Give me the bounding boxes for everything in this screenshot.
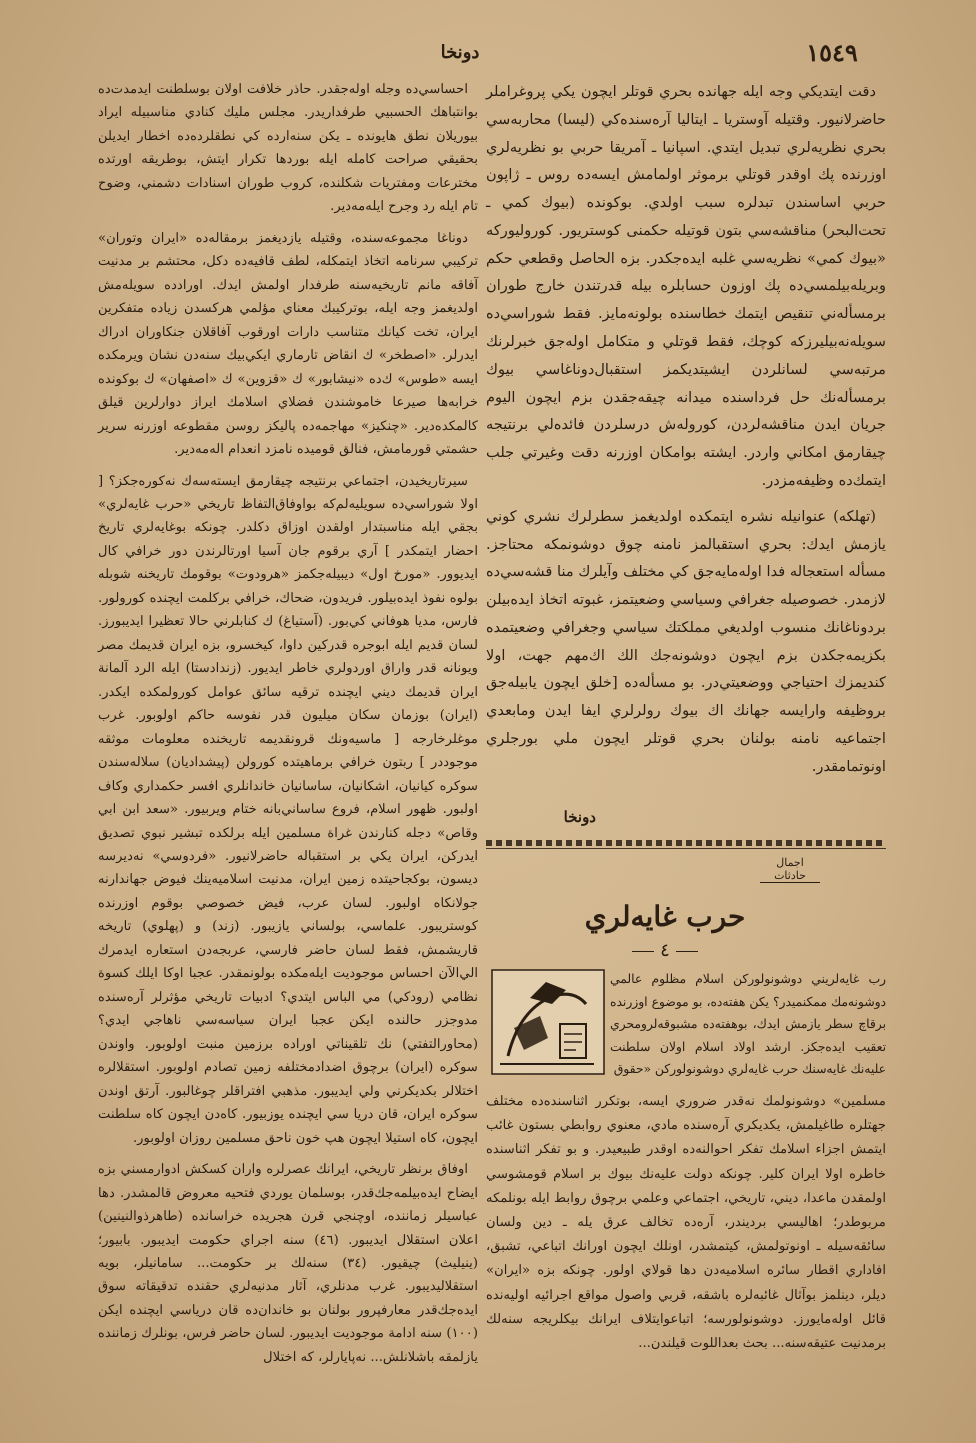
article-body <box>486 1090 886 1356</box>
left-column <box>98 78 478 1377</box>
section-label: اجمال حادثات <box>760 856 820 883</box>
running-header: دونخا <box>440 42 480 63</box>
right-paragraph-1: دقت ايتديكي وجه ايله جهانده بحري قوتلر ايچون يكي پروغراملر حاضرلانيور. وقتيله آوستريا ـ ايتاليا آره‌سنده‌كي (ليسا) محاربه‌سي بحري نظريه‌لري تبديل ايتدي. اسپانيا ـ آمريقا حربي بو نظريه‌لري اوزرنده پك اوقدر قوتلي برموثر اولمامش ايسه‌ده روس ـ ژاپون حربي اساسندن تبدلره سبب اولدي. بوكونده (بيوك كمي ـ تحت‌البحر) مناقشه‌سي بتون قوتيله حكمنى كوستريور. كوروليوركه «بيوك كمي» نظريه‌سي غلبه ايده‌جكدر. بزه الحاصل وقطعي حكم وبريله‌بيلمسي‌ده پك اوزون حسابلره بيله قدرتندن خارج طوران برمسأله‌ني تنقيص ايتمك خطاسنده بولونه‌مايز. فقط شوراسي‌ده سويله‌نه‌بيليرزكه كوچك، فقط قوتلي و متكامل اوله‌جق خبرلرنك مرتبه‌سي لسانلردن ايشيتديكمز استقبال‌دوناغاسي بيوك برمسأله‌نك حل فرداسنده ميدانه چيقه‌جقدن بزم ايچون اليوم جريان ايدن مناقشه‌لردن، كوروله‌ش درسلردن فائده‌لي برنتيجه چيقارمق امكاني واردر. ايشته بوامكان اوزرنه دقت وغيرتي جلب ايتمك‌ده وظيفه‌مزدر. <box>486 83 886 489</box>
article-lead-text: رب غايه‌لريني دوشونولوركن اسلام مظلوم عالمي دوشونه‌مك ممكنميدر؟ يكن هفته‌ده، بو موضوع اوزرنده برقاچ سطر يازمش ايدك، بوهفته‌ده مشبوقه‌لرومحري تعقيب ايده‌جكز. ارشد اولاد اسلام اولان سلطنت عليه‌نك غايه‌سنك حرب غايه‌لري دوشونولوركن «حقوق <box>610 972 886 1077</box>
right-column <box>486 78 886 789</box>
article-title: حرب غايه‌لري <box>584 900 746 933</box>
left-paragraph-2: دوناغا مجموعه‌سنده، وقتيله يازديغمز برمقاله‌ده «ايران وتوران» تركيبي سرنامه اتخاذ ايتمكله، لطف قافيه‌ده دكل، محتشم بر مدنيت آفاقه مانم تاريخيه‌سنه طرفدار اولمش ايدك. اورادده سويله‌مش اولديغمز وجه ايله، بوتركيبك معناي مؤلمي هركسدن زياده متفكرين ايران، تخت كيانك متناسب دارات اورقوب آفاقلان جنكاوران ادراك ايدرلر. «اصطخر» ك انقاض تارماري ايكي‌بيك سنه‌دن نشان ويرمكده ايسه «طوس» ك‌ده «نيشابور» ك «قزوين» ك «اصفهان» ك بوكونده خرابه‌ها صيرعا خاموشندن فضلاي اسلامك ايراز دوارلرين قيلق كالمكده‌دير. «چنكيز» مهاجمه‌ده پاليكز روسن مقطوعه اوزرنه سرير حشمتي قورمامش، فنالق قوميده نامزد انعدام اله‌مه‌دير. <box>98 230 478 458</box>
article-number <box>620 940 710 961</box>
right-paragraph-2: (تهلكه) عنوانيله نشره ايتمكده اولديغمز سطرلرك نشري كوني يازمش ايدك: بحري استقبالمز نامنه چوق دوشونمكه محتاجز. مسأله استعجاله فدا اوله‌مايه‌جق كي مختلف وآيلرك منا قشه‌سي‌ده لازمدر. خصوصيله جغرافي وسياسي وضعيتمز، غبوته اتخاذ ايده‌بيلن بردوناغانك منسوب اولديغي مملكتك سياسي وجغرافي وضعيتمده بكزيمه‌جكدن بزم ايچون دوشونه‌جك الك اك‌مهم جهت، اولا كنديمزك احتياجي ووضعيتي‌در. بو مسأله‌ده [خلق ايچون يابيله‌جق بروظيفه وارايسه جهانك اك بيوك رولرلري ايفا ايدن ومابعدي اجتماعيه نامنه بولنان بحري قوتلر ايچون ملي بورجلري اونوتمامقدر. <box>486 507 886 775</box>
section-divider <box>486 840 886 846</box>
article-lead <box>610 968 886 1081</box>
article-number-text: ٤ <box>660 940 670 961</box>
page-number: ١٥٤٩ <box>806 38 858 67</box>
left-paragraph-3: سيرتاريخيدن، اجتماعي برنتيجه چيقارمق ايسته‌سه‌ك نه‌كوره‌جكز؟ [ اولا شوراسي‌ده سويليه‌لم‌كه بواوفاق‌التفاظ تاريخي «حرب غايه‌لري» بجقي ايله مناسبتدار اولقدن اوزاق دكلدر. چونكه بوغايه‌لري تاريخ احضار ايتمكدر ] آري برقوم جان آسيا اورتالرندن دور خرافي كال ايديوور. «مورخ اول» ديبيله‌جكمز «هرودوت» بوقومك تاريخنه شوبله بولوه نفوذ ايده‌بيلور. فريدون، ضحاك، خرافي بركلمت ايچنده كورولور. فارس، مديا هوفاني كي‌بور. (آستياغ) ك كنابلرني حالا تعظيرا ايديبورز. لسان قديم ايله ابوجره قدركين داوا، كيخسرو، بزه ايران قديمك مصر ويونانه قدر واراق اوردولري خاطر ايديور. (زندادستا) ايله الرد آلمانة ايران قديمك ديني ايچنده ترقيه سائق عوامل كورولمكده ايكدر. (ايران) بوزمان سكان ميليون قدر نفوسه حاكم اولوبور. غرب موغلرخارجه [ ماسيه‌ونك قرونقديمه تاريخنده معلومات موثقه موجوددر ] ربتون خرافي برماهيتده كورولن (پيشداديان) سلاله‌سندن سوكره كيانيان، اشكانيان، ساسانيان خاندانلري افسر حكمداري وكاف اولبور. ظهور اسلام، فروع ساساني‌بانه ختام ويربيور. «سعد ابن ابي وقاص» دجله كنارندن غراة مسلمين ايله برلكده تبشير نبوي تصديق ايدركن، ايران يكي بر استقباله حاضرلانيور. «فردوسي» نه‌ديرسه ديسون، بوكجاحيتده زمين ايران، مدنيت اسلاميه‌ينك فيوض جهاندارنه جولانكاه اولبور. لسان عرب، فيض خصوصي بوقوم اوزرنده كوستريبور. علماسي، بولساني يازيبور. (زند) و (پهلوي) تاريخه قاريشمش، فقط لسان حاضر فارسي، عربجه‌دن استعاره ايدمرك الي‌الآن احساس موجوديت ايله‌مكده بولونمقدر. عجبا اوكا ايلك كسوة نظامي (رودكي) مي الباس ايتدي؟ ادبيات تاريخي مؤثرلر آره‌سنده مدوجزر حالنده ايكن عجبا ايران سياسه‌سي ناهاجي ايدي؟ (محاورالتفتي) نك تلقيناتي اوراده برزمين منبت اولوبور. واوندن سوكره (ايران) برچوق اضدادمختلفه زمين تصادم اولوبور. استقلالره اختلالر بكديكرني ولي ايديبور. مذهبي افتراقلر چوغالبور. آرتق اوندن سوكره ايران، قان دريا سي ايچنده يوزبيور. كاه‌دن ايچون كاه سلطنت ايچون، كاه استيلا ايچون هپ خون ناحق مسلمين روزان اولوبور. <box>98 473 478 1146</box>
left-paragraph-4: اوفاق برنظر تاريخي، ايرانك عصرلره واران كسكش ادوارمسني بزه ايضاح ايده‌بيلمه‌جك‌قدر، بوسلمان يوردي فتحيه معروض قالمشدر. دها عباسيلر زماننده، اوچنجي قرن هجريده خراسانده (طاهرذوالنينين) اعلان استقلال ايديبور. (٤٦) سنه اجراي حكومت ايديبور. بابيور؛ (ينيليث) چيقيور. (٣٤) سنه‌لك بر حكومت... سامانيلر، بويه استقلاليديبور. غرب مدنلري، آثار مدنيه‌لري حقنده تدقيقاته سوق ايده‌جك‌قدر معارفپرور بولنان بو خاندان‌ده قان درياسي ايچنده ايكن (١٠٠) سنه ادامة موجوديت ايديبور. لسان حاضر فرس، بونلرك زماننده يازلمقه باشلانلش... نه‌پايارلر، كه اختلال <box>98 1162 478 1365</box>
article-body-text: مسلمين» دوشونولمك نه‌قدر ضروري ايسه، بوتكرر اثناسنده‌ده مختلف جهتلره طاغيلمش، يكديكري آره‌سنده مادي، معنوي روابطي بستون غائب ايتمش اجزاء اسلامك تفكر احوالنه‌ده اوقدر طبيعيدر. و بو تفكر اثناسنده خاطره اولا ايران كلير. چونكه دولت عليه‌نك بيوك بر اسلام قومشوسي اولمقدن ماعدا، ديني، تاريخي، اجتماعي وعلمي برچوق روابط ايله بونلمكه مربوطدر؛ اهاليسي برديندر، آره‌ده تخالف عرق يله ـ دين ولسان سائقه‌سيله ـ اونوتولمش، كيتمشدر، اونلك ايچون اورانك اتباعي، تشبق، افاداري اقطار سائره اسلاميه‌دن دها قولاي اولور. چونكه بزه «ايران» ديلر، دينلمز بوآثال غائبه‌لره ‌باشقه، قربي واصول مواقع اجرائيه اوليه‌نده قائل اوله‌مايورز. دوشونولورسه؛ اتباعوايتلاف ايرانك بيكلريجه سنه‌لك برمدنيت عتيقه‌سنه... بحث بعداللوت قيلندن... <box>486 1094 886 1352</box>
author-signature: دونخا <box>563 808 596 826</box>
left-paragraph-1: احساسي‌ده وجله اوله‌جقدر. حاذر خلافت اولان بوسلطنت ايدمدت‌ده بوانتباهك الحسبيي طرفداريدر. مجلس مليك كنادي مناسبيله ايراد بيوريلان نطق هايونده ـ يكن سنه‌ارده كي نطقلرده‌ده اخطار ايديلن بحقيقي صراحت كامله ايله بوردها تكرار ايتش، بوطريقه اورتده مخترعات ومفتريات شكلنده، كروب طوران اسنادات دشمني، وضوح تام ايله رد وجرح ايله‌مه‌دير. <box>98 82 478 215</box>
decorative-illustration <box>490 968 606 1076</box>
